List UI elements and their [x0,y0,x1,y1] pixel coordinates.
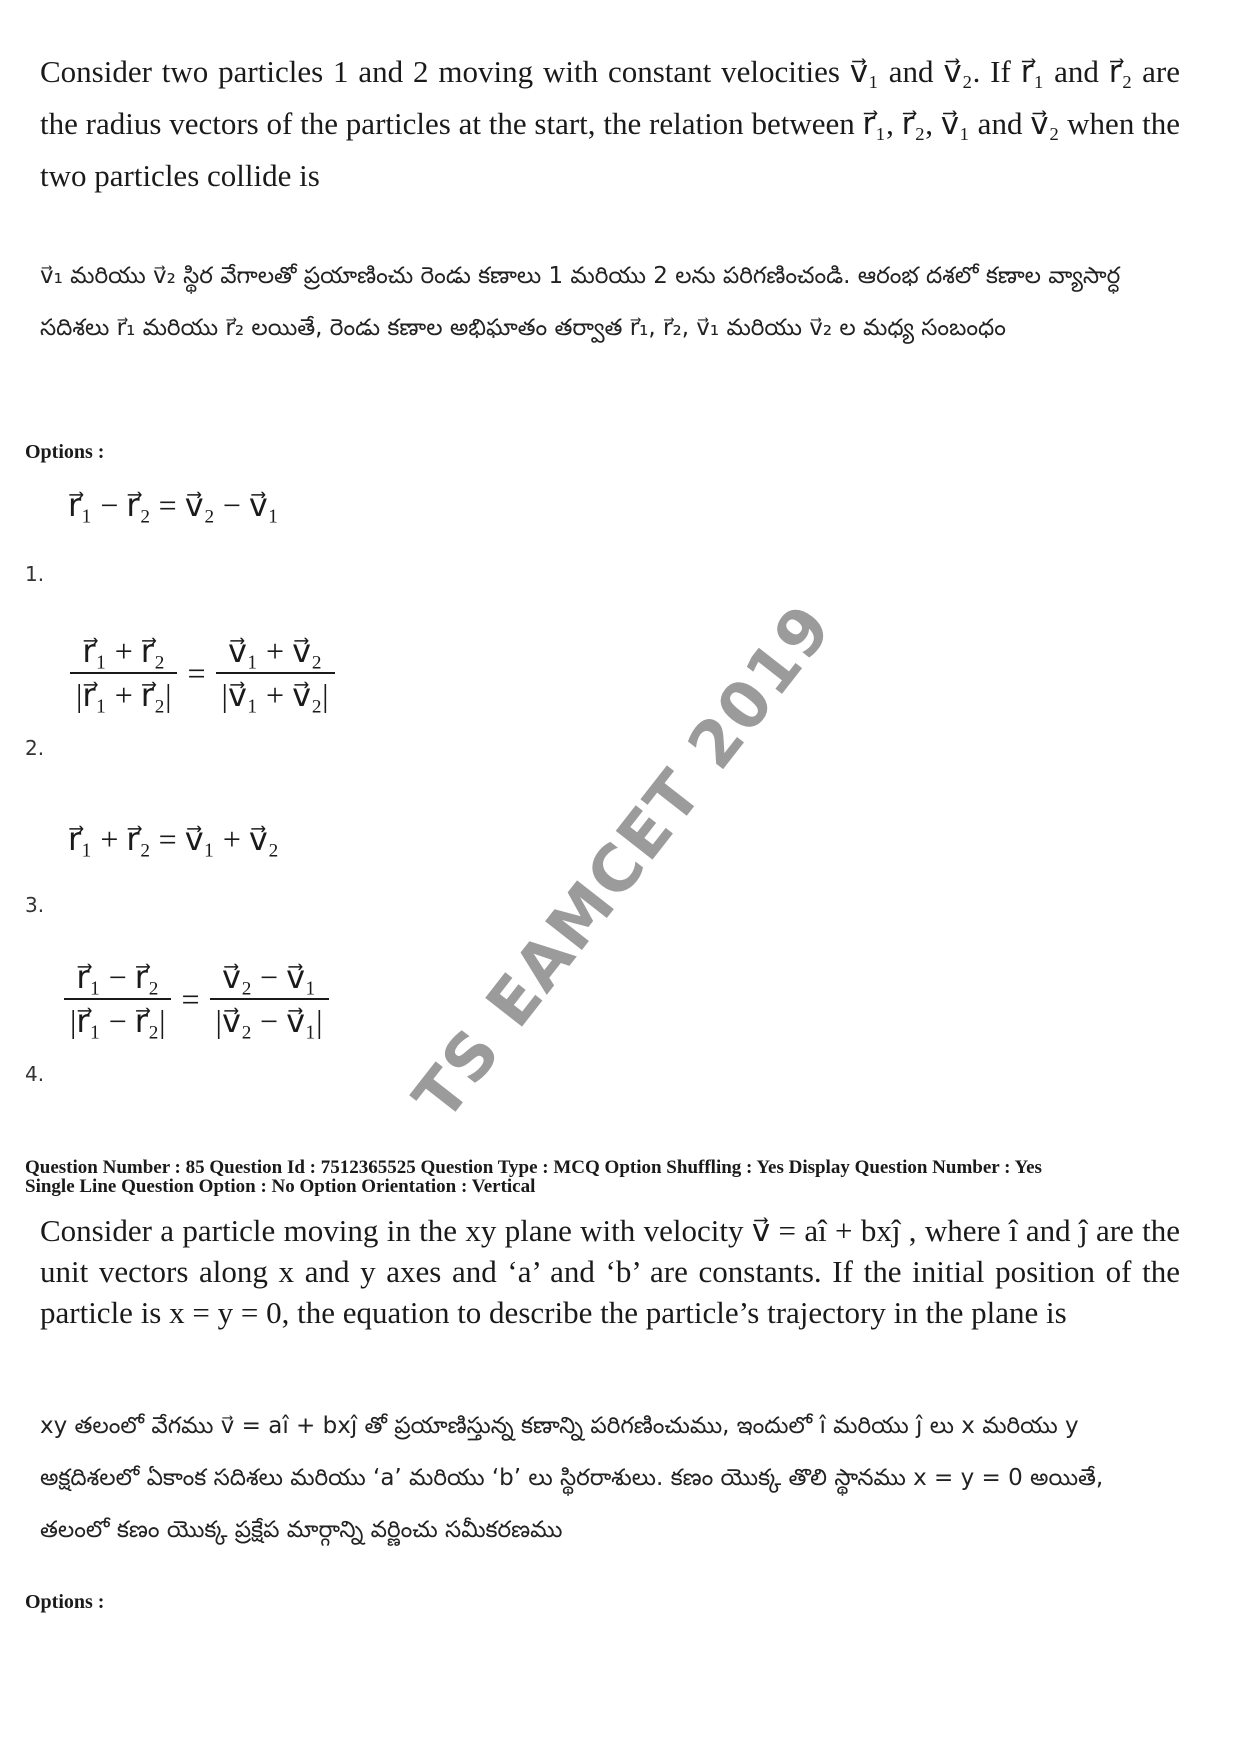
q84-option-2-number[interactable]: 2. [25,736,45,760]
fraction-denominator: |v⃗₁ + v⃗₂| [216,672,335,714]
q84-option-4-number[interactable]: 4. [25,1062,45,1086]
q84-option-4-left-fraction [64,958,171,1040]
q84-option-3-number[interactable]: 3. [25,893,45,917]
fraction-denominator: |v⃗₂ − v⃗₁| [210,998,329,1040]
fraction-denominator: |r⃗₁ − r⃗₂| [64,998,171,1040]
q84-telugu-text: v⃗₁ మరియు v⃗₂ స్థిర వేగాలతో ప్రయాణించు రెండు కణాలు 1 మరియు 2 లను పరిగణించండి. ఆరంభ దశలో కణాల వ్యాసార్ధ సదిశలు r⃗₁ మరియు r⃗₂ లయితే, రెండు కణాల అభిఘాతం తర్వాత r⃗₁, r⃗₂, v⃗₁ మరియు v⃗₂ ల మధ్య సంబంధం [40,263,1121,341]
q84-options-label: Options : [25,441,105,463]
q85-english-text: Consider a particle moving in the xy plane with velocity v⃗ = aî + bxĵ , where î and ĵ are the unit vectors along x and y axes and ‘a’ and ‘b’ are constants. If the initial position of the particle is x = y = 0, the equation to describe the particle’s trajectory in the plane is [40,1213,1180,1330]
q84-option-4-formula [64,958,329,1040]
q85-meta-line-1: Question Number : 85 Question Id : 7512365525 Question Type : MCQ Option Shuffling : Yes Display Question Number : Yes [25,1157,1042,1178]
q84-option-3-formula: r⃗₁ + r⃗₂ = v⃗₁ + v⃗₂ [68,821,279,857]
q85-telugu-text: xy తలంలో వేగము v⃗ = aî + bxĵ తో ప్రయాణిస్తున్న కణాన్ని పరిగణించుము, ఇందులో î మరియు ĵ లు x మరియు y అక్షదిశలలో ఏకాంక సదిశలు మరియు ‘a’ మరియు ‘b’ లు స్థిరరాశులు. కణం యొక్క తొలి స్థానము x = y = 0 అయితే, తలంలో కణం యొక్క ప్రక్షేప మార్గాన్ని వర్ణించు సమీకరణము [40,1413,1104,1543]
equals-sign: = [181,980,200,1017]
q84-option-2-left-fraction [70,632,177,714]
fraction-numerator: r⃗₁ + r⃗₂ [82,633,166,669]
q84-option-2-formula [70,632,335,714]
fraction-numerator: v⃗₂ − v⃗₁ [221,959,317,995]
q84-option-1-formula: r⃗₁ − r⃗₂ = v⃗₂ − v⃗₁ [68,487,279,523]
q84-option-2-right-fraction [216,632,335,714]
equals-sign: = [187,654,206,691]
q85-options-label: Options : [25,1591,105,1613]
fraction-denominator: |r⃗₁ + r⃗₂| [70,672,177,714]
q84-option-4-right-fraction [210,958,329,1040]
watermark: TS EAMCET 2019 [399,590,848,1135]
q84-english-text: Consider two particles 1 and 2 moving with constant velocities v⃗₁ and v⃗₂. If r⃗₁ and r⃗₂ are the radius vectors of the particles at the start, the relation between r⃗₁, r⃗₂, v⃗₁ and v⃗₂ when the two particles collide is [40,54,1180,193]
q85-meta-line-2: Single Line Question Option : No Option Orientation : Vertical [25,1176,536,1197]
fraction-numerator: v⃗₁ + v⃗₂ [227,633,323,669]
q84-option-1-number[interactable]: 1. [25,562,45,586]
fraction-numerator: r⃗₁ − r⃗₂ [76,959,160,995]
